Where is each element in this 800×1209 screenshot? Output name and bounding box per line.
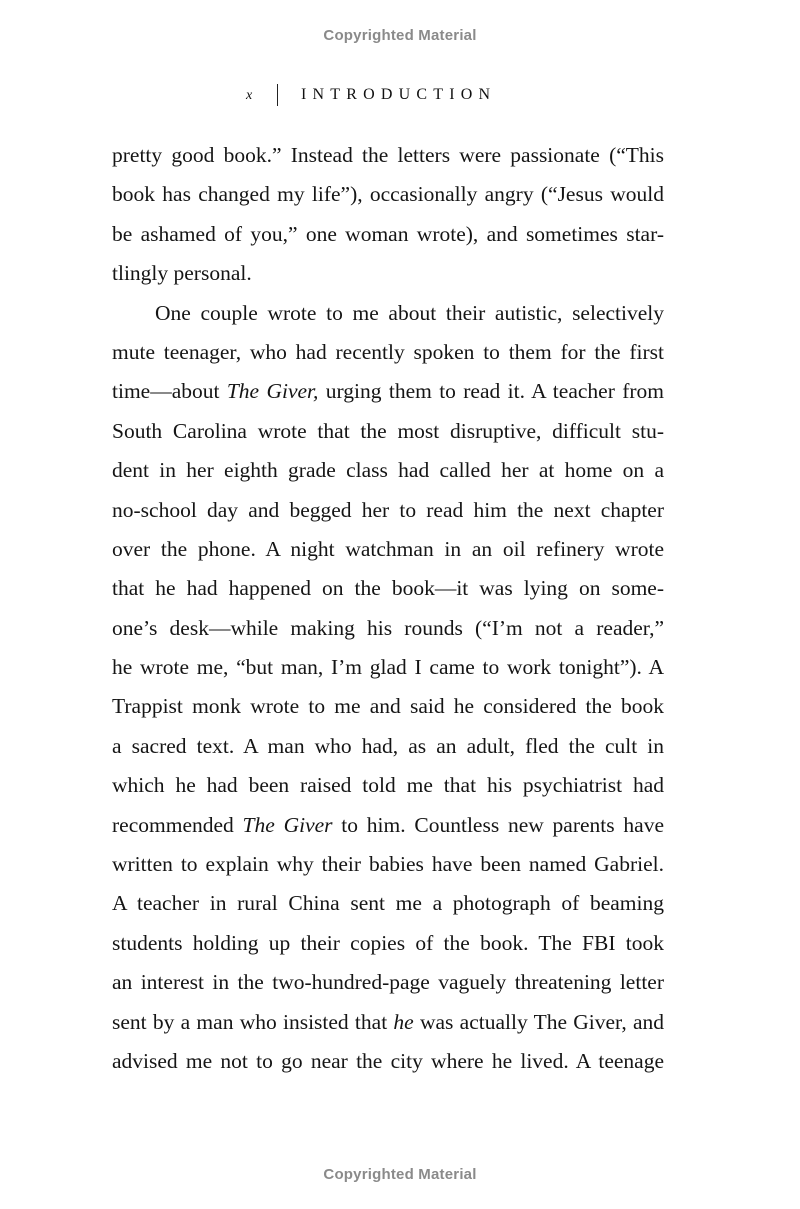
text-line: One couple wrote to me about their autistic, selectively	[155, 300, 664, 325]
text-line: A teacher in rural China sent me a photograph of beaming	[112, 891, 664, 916]
page-number: x	[246, 88, 253, 103]
book-title-italic: The Giver,	[226, 379, 319, 404]
text-line: tlingly personal.	[112, 261, 252, 286]
text-line: mute teenager, who had recently spoken to them for the first	[112, 339, 664, 364]
text-line: recommended The Giver to him. Countless new parents have	[112, 812, 664, 837]
text-line: written to explain why their babies have been named Gabriel.	[112, 852, 664, 877]
text-line: pretty good book.” Instead the letters were passionate (“This	[112, 143, 664, 167]
text-line: book has changed my life”), occasionally angry (“Jesus would	[112, 182, 664, 207]
section-title: INTRODUCTION	[301, 86, 497, 103]
copyright-watermark-top: Copyrighted Material	[323, 27, 477, 44]
text-line: a sacred text. A man who had, as an adult, fled the cult in	[112, 733, 664, 758]
text-line: over the phone. A night watchman in an oil refinery wrote	[112, 536, 664, 561]
text-line: be ashamed of you,” one woman wrote), and sometimes star-	[112, 221, 664, 246]
text-line: no-school day and begged her to read him the next chapter	[112, 497, 664, 522]
text-line: one’s desk—while making his rounds (“I’m not a reader,”	[112, 615, 664, 640]
book-title-italic: The Giver	[242, 812, 333, 837]
text-line: an interest in the two-hundred-page vaguely threatening letter	[112, 970, 664, 995]
running-head	[0, 84, 800, 108]
text-line: time—about The Giver, urging them to read it. A teacher from	[112, 379, 665, 404]
copyright-watermark-bottom: Copyrighted Material	[323, 1166, 477, 1183]
text-line: South Carolina wrote that the most disruptive, difficult stu-	[112, 418, 664, 443]
text-line: that he had happened on the book—it was lying on some-	[112, 576, 664, 601]
body-text	[112, 136, 664, 1081]
text-line: students holding up their copies of the book. The FBI took	[112, 930, 664, 955]
text-line: advised me not to go near the city where he lived. A teenage	[112, 1048, 664, 1073]
text-line: he wrote me, “but man, I’m glad I came to work tonight”). A	[112, 655, 664, 680]
text-line: dent in her eighth grade class had called her at home on a	[112, 458, 664, 483]
emphasis-italic: he	[393, 1009, 414, 1034]
text-line: sent by a man who insisted that he was actually The Giver, and	[112, 1009, 665, 1034]
text-line: Trappist monk wrote to me and said he considered the book	[112, 694, 664, 719]
text-line: which he had been raised told me that his psychiatrist had	[112, 773, 664, 798]
header-divider	[277, 84, 278, 106]
